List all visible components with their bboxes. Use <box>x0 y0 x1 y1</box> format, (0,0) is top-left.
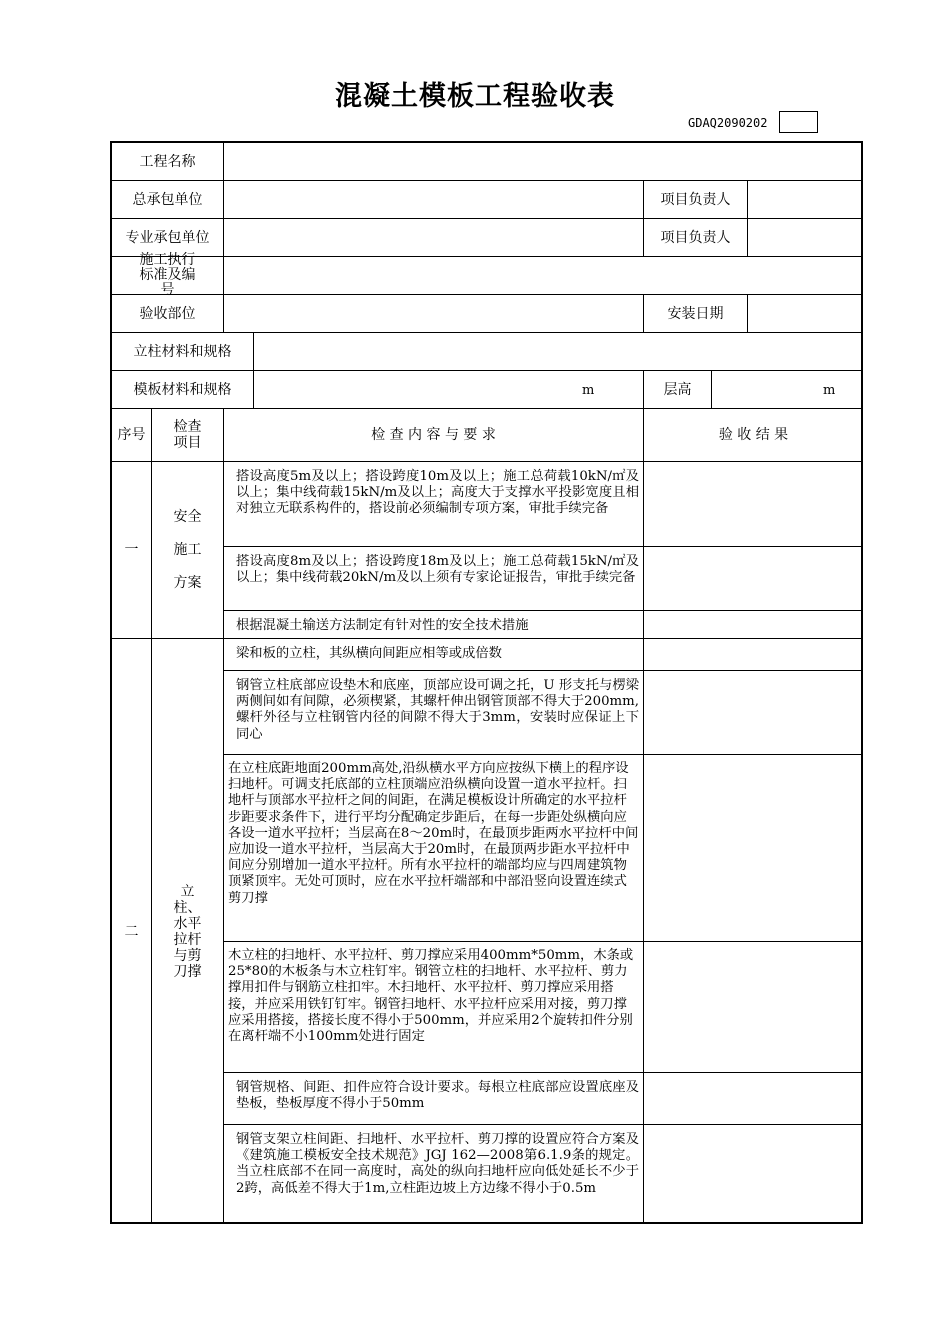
page-title: 混凝土模板工程验收表 <box>335 81 615 112</box>
install-date-field[interactable] <box>748 295 863 333</box>
column-material-label: 立柱材料和规格 <box>112 333 254 371</box>
item-header: 检查项目 <box>152 409 224 462</box>
project-name-field[interactable] <box>224 143 863 181</box>
section-2-item-6: 钢管支架立柱间距、扫地杆、水平拉杆、剪刀撑的设置应符合方案及《建筑施工模板安全技术规范》JGJ 162—2008第6.1.9条的规定。当立柱底部不在同一高度时，高处的纵向扫地杆应向低处延长不少于2跨，高低差不得大于1m,立柱距边坡上方边缘不得小于0.5m <box>224 1125 644 1224</box>
section-2-result-1[interactable] <box>644 639 863 671</box>
unit-m-1: m <box>582 383 595 398</box>
seq-header: 序号 <box>112 409 152 462</box>
section-1-item-2: 搭设高度8m及以上；搭设跨度18m及以上；施工总荷载15kN/㎡及以上；集中线荷载20kN/m及以上须有专家论证报告，审批手续完备 <box>224 547 644 611</box>
install-date-label: 安装日期 <box>644 295 748 333</box>
unit-m-2: m <box>823 383 836 398</box>
section-1-item-3: 根据混凝土输送方法制定有针对性的安全技术措施 <box>224 611 644 639</box>
column-material-field[interactable] <box>254 333 863 371</box>
section-2-seq: 二 <box>112 639 152 1224</box>
section-1-seq: 一 <box>112 462 152 639</box>
section-2-item-4: 木立柱的扫地杆、水平拉杆、剪刀撑应采用400mm*50mm，木条或25*80的木板条与木立柱钉牢。钢管立柱的扫地杆、水平拉杆、剪力撑用扣件与钢筋立柱扣牢。木扫地杆、水平拉杆、剪刀撑应采用搭接，并应采用铁钉钉牢。钢管扫地杆、水平拉杆应采用对接，剪刀撑应采用搭接，搭接长度不得小于500mm，并应采用2个旋转扣件分别在离杆端不小100mm处进行固定 <box>224 942 644 1073</box>
section-2-item-1: 梁和板的立柱，其纵横向间距应相等或成倍数 <box>224 639 644 671</box>
project-manager-field-1[interactable] <box>748 181 863 219</box>
section-2-name: 立柱、水平拉杆与剪刀撑 <box>152 639 224 1224</box>
acceptance-part-field[interactable] <box>224 295 644 333</box>
section-1-item-1: 搭设高度5m及以上；搭设跨度10m及以上；施工总荷载10kN/㎡及以上；集中线荷载15kN/m及以上；高度大于支撑水平投影宽度且相对独立无联系构件的，搭设前必须编制专项方案，审批手续完备 <box>224 462 644 547</box>
special-contractor-field[interactable] <box>224 219 644 257</box>
section-2-item-5: 钢管规格、间距、扣件应符合设计要求。每根立柱底部应设置底座及垫板，垫板厚度不得小于50mm <box>224 1073 644 1125</box>
project-manager-label-1: 项目负责人 <box>644 181 748 219</box>
form-code: GDAQ2090202 <box>688 116 768 130</box>
acceptance-table <box>110 141 863 1224</box>
section-2-item-2: 钢管立柱底部应设垫木和底座，顶部应设可调之托，U 形支托与楞梁两侧间如有间隙，必须楔紧，其螺杆伸出钢管顶部不得大于200mm,螺杆外径与立柱钢管内径的间隙不得大于3mm，安装时应保证上下同心 <box>224 671 644 755</box>
section-1-name: 安全施工方案 <box>152 462 224 639</box>
project-manager-field-2[interactable] <box>748 219 863 257</box>
section-2-result-4[interactable] <box>644 942 863 1073</box>
section-2-result-2[interactable] <box>644 671 863 755</box>
section-2-result-5[interactable] <box>644 1073 863 1125</box>
content-header: 检 查 内 容 与 要 求 <box>224 409 644 462</box>
project-manager-label-2: 项目负责人 <box>644 219 748 257</box>
form-code-suffix-field[interactable] <box>779 111 818 133</box>
special-contractor-label: 专业承包单位 <box>112 219 224 257</box>
acceptance-part-label: 验收部位 <box>112 295 224 333</box>
floor-height-field[interactable] <box>712 371 863 409</box>
standard-label: 施工执行标准及编号 <box>112 257 224 295</box>
section-2-result-3[interactable] <box>644 755 863 942</box>
general-contractor-field[interactable] <box>224 181 644 219</box>
section-2-result-6[interactable] <box>644 1125 863 1224</box>
formwork-material-label: 模板材料和规格 <box>112 371 254 409</box>
project-name-label: 工程名称 <box>112 143 224 181</box>
standard-field[interactable] <box>224 257 863 295</box>
floor-height-label: 层高 <box>644 371 712 409</box>
section-2-item-3: 在立柱底距地面200mm高处,沿纵横水平方向应按纵下横上的程序设扫地杆。可调支托底部的立柱顶端应沿纵横向设置一道水平拉杆。扫地杆与顶部水平拉杆之间的间距，在满足模板设计所确定的水平拉杆步距要求条件下，进行平均分配确定步距后，在每一步距处纵横向应各设一道水平拉杆；当层高在8～20m时，在最顶步距两水平拉杆中间应加设一道水平拉杆，当层高大于20m时，在最顶两步距水平拉杆中间应分别增加一道水平拉杆。所有水平拉杆的端部均应与四周建筑物顶紧顶牢。无处可顶时，应在水平拉杆端部和中部沿竖向设置连续式剪刀撑 <box>224 755 644 942</box>
formwork-material-field[interactable] <box>254 371 644 409</box>
section-1-result-2[interactable] <box>644 547 863 611</box>
result-header: 验 收 结 果 <box>644 409 863 462</box>
general-contractor-label: 总承包单位 <box>112 181 224 219</box>
section-1-result-1[interactable] <box>644 462 863 547</box>
section-1-result-3[interactable] <box>644 611 863 639</box>
